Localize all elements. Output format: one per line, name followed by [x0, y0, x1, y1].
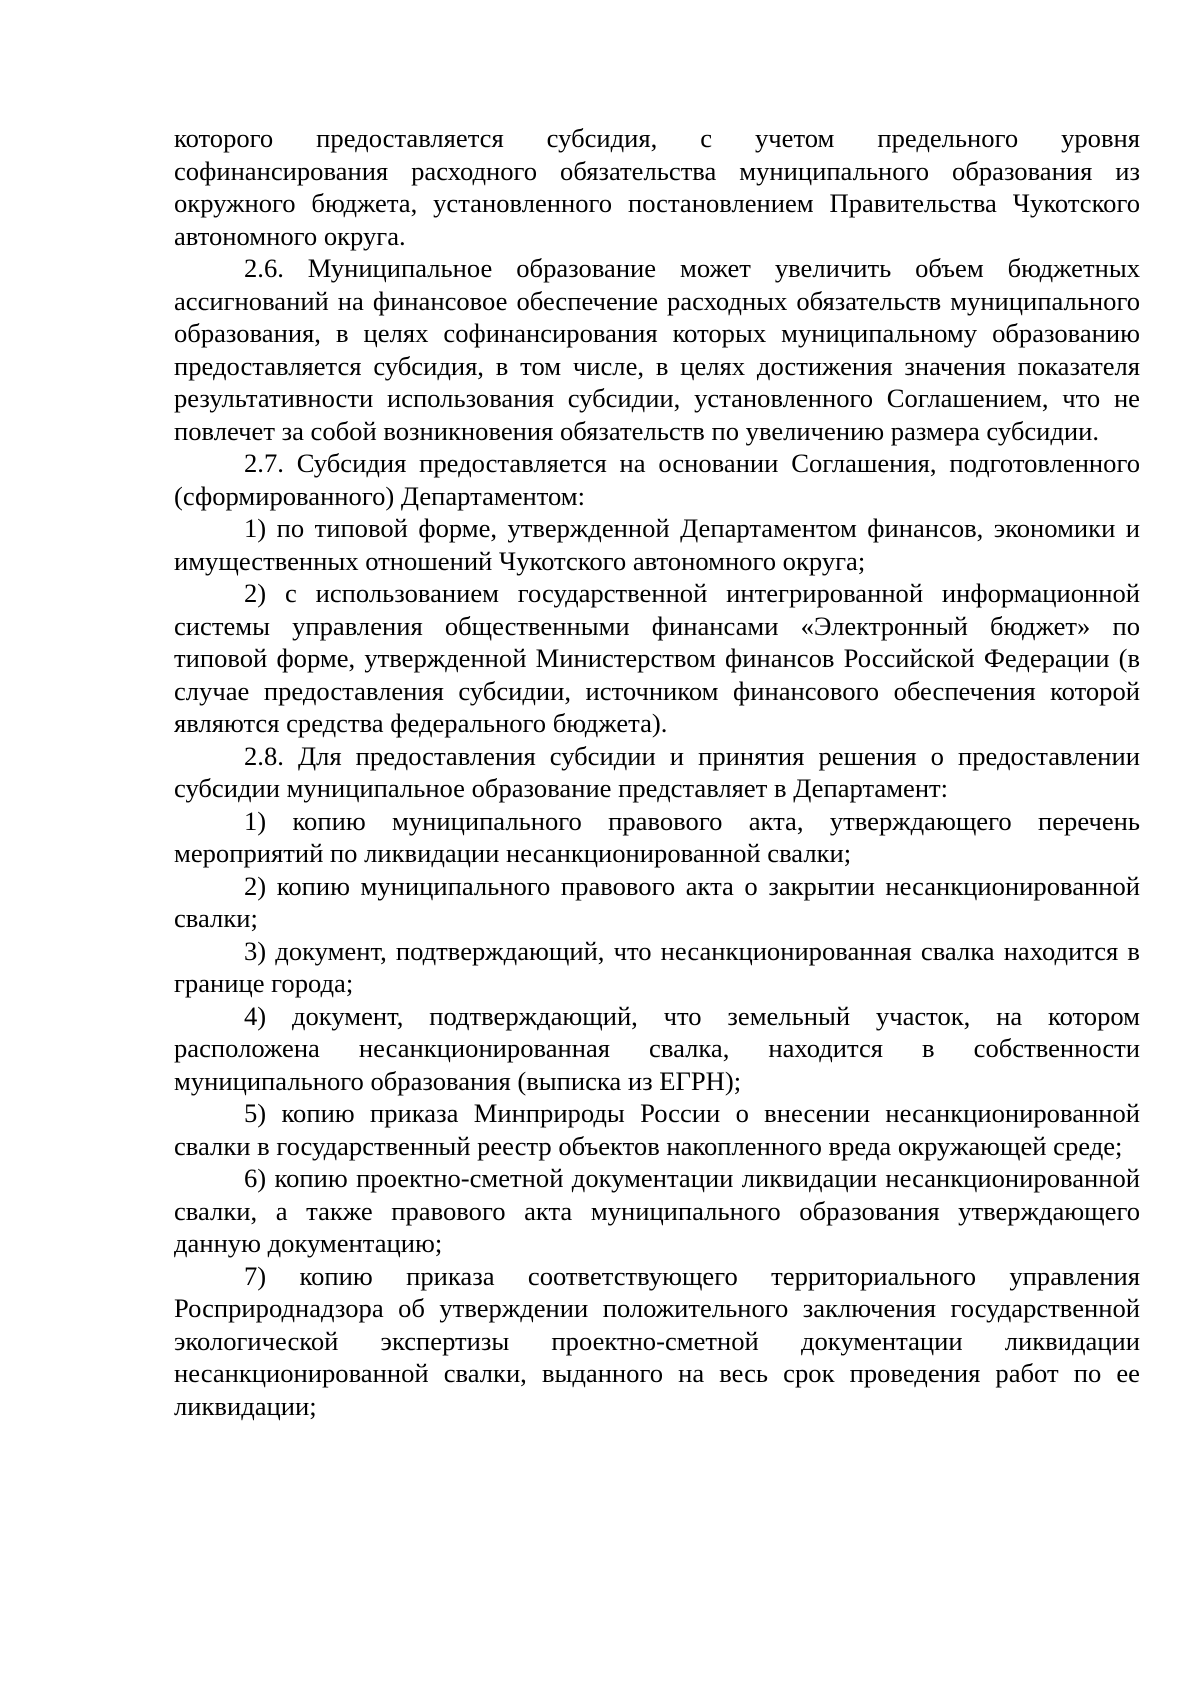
document-body [174, 122, 1140, 1422]
list-item-2-8-1: 1) копию муниципального правового акта, утверждающего перечень мероприятий по ликвидации несанкционированной свалки; [174, 805, 1140, 868]
list-item-2-7-1: 1) по типовой форме, утвержденной Департаментом финансов, экономики и имущественных отношений Чукотского автономного округа; [174, 513, 1140, 576]
list-item-2-7-2: 2) с использованием государственной интегрированной информационной системы управления общественными финансами «Электронный бюджет» по типовой форме, утвержденной Министерством финансов Российской Федерации (в случае предоставления субсидии, источником финансового обеспечения которой являются средства федерального бюджета). [174, 578, 1140, 738]
list-item-2-8-6: 6) копию проектно-сметной документации ликвидации несанкционированной свалки, а также правового акта муниципального образования утверждающего данную документацию; [174, 1163, 1140, 1258]
paragraph-2-8: 2.8. Для предоставления субсидии и принятия решения о предоставлении субсидии муниципальное образование представляет в Департамент: [174, 740, 1140, 803]
paragraph-2-6: 2.6. Муниципальное образование может увеличить объем бюджетных ассигнований на финансовое обеспечение расходных обязательств муниципального образования, в целях софинансирования которых муниципальному образованию предоставляется субсидия, в том числе, в целях достижения значения показателя результативности использования субсидии, установленного Соглашением, что не повлечет за собой возникновения обязательств по увеличению размера субсидии. [174, 253, 1140, 446]
list-item-2-8-5: 5) копию приказа Минприроды России о внесении несанкционированной свалки в государственный реестр объектов накопленного вреда окружающей среде; [174, 1098, 1140, 1161]
list-item-2-8-7: 7) копию приказа соответствующего территориального управления Росприроднадзора об утверждении положительного заключения государственной экологической экспертизы проектно-сметной документации ликвидации несанкционированной свалки, выданного на весь срок проведения работ по ее ликвидации; [174, 1260, 1140, 1421]
list-item-2-8-2: 2) копию муниципального правового акта о закрытии несанкционированной свалки; [174, 870, 1140, 933]
paragraph-2-7: 2.7. Субсидия предоставляется на основании Соглашения, подготовленного (сформированного) Департаментом: [174, 448, 1140, 511]
list-item-2-8-4: 4) документ, подтверждающий, что земельный участок, на котором расположена несанкционированная свалка, находится в собственности муниципального образования (выписка из ЕГРН); [174, 1000, 1140, 1096]
list-item-2-8-3: 3) документ, подтверждающий, что несанкционированная свалка находится в границе города; [174, 935, 1140, 998]
paragraph-continuation: которого предоставляется субсидия, с учетом предельного уровня софинансирования расходного обязательства муниципального образования из окружного бюджета, установленного постановлением Правительства Чукотского автономного округа. [174, 123, 1140, 251]
